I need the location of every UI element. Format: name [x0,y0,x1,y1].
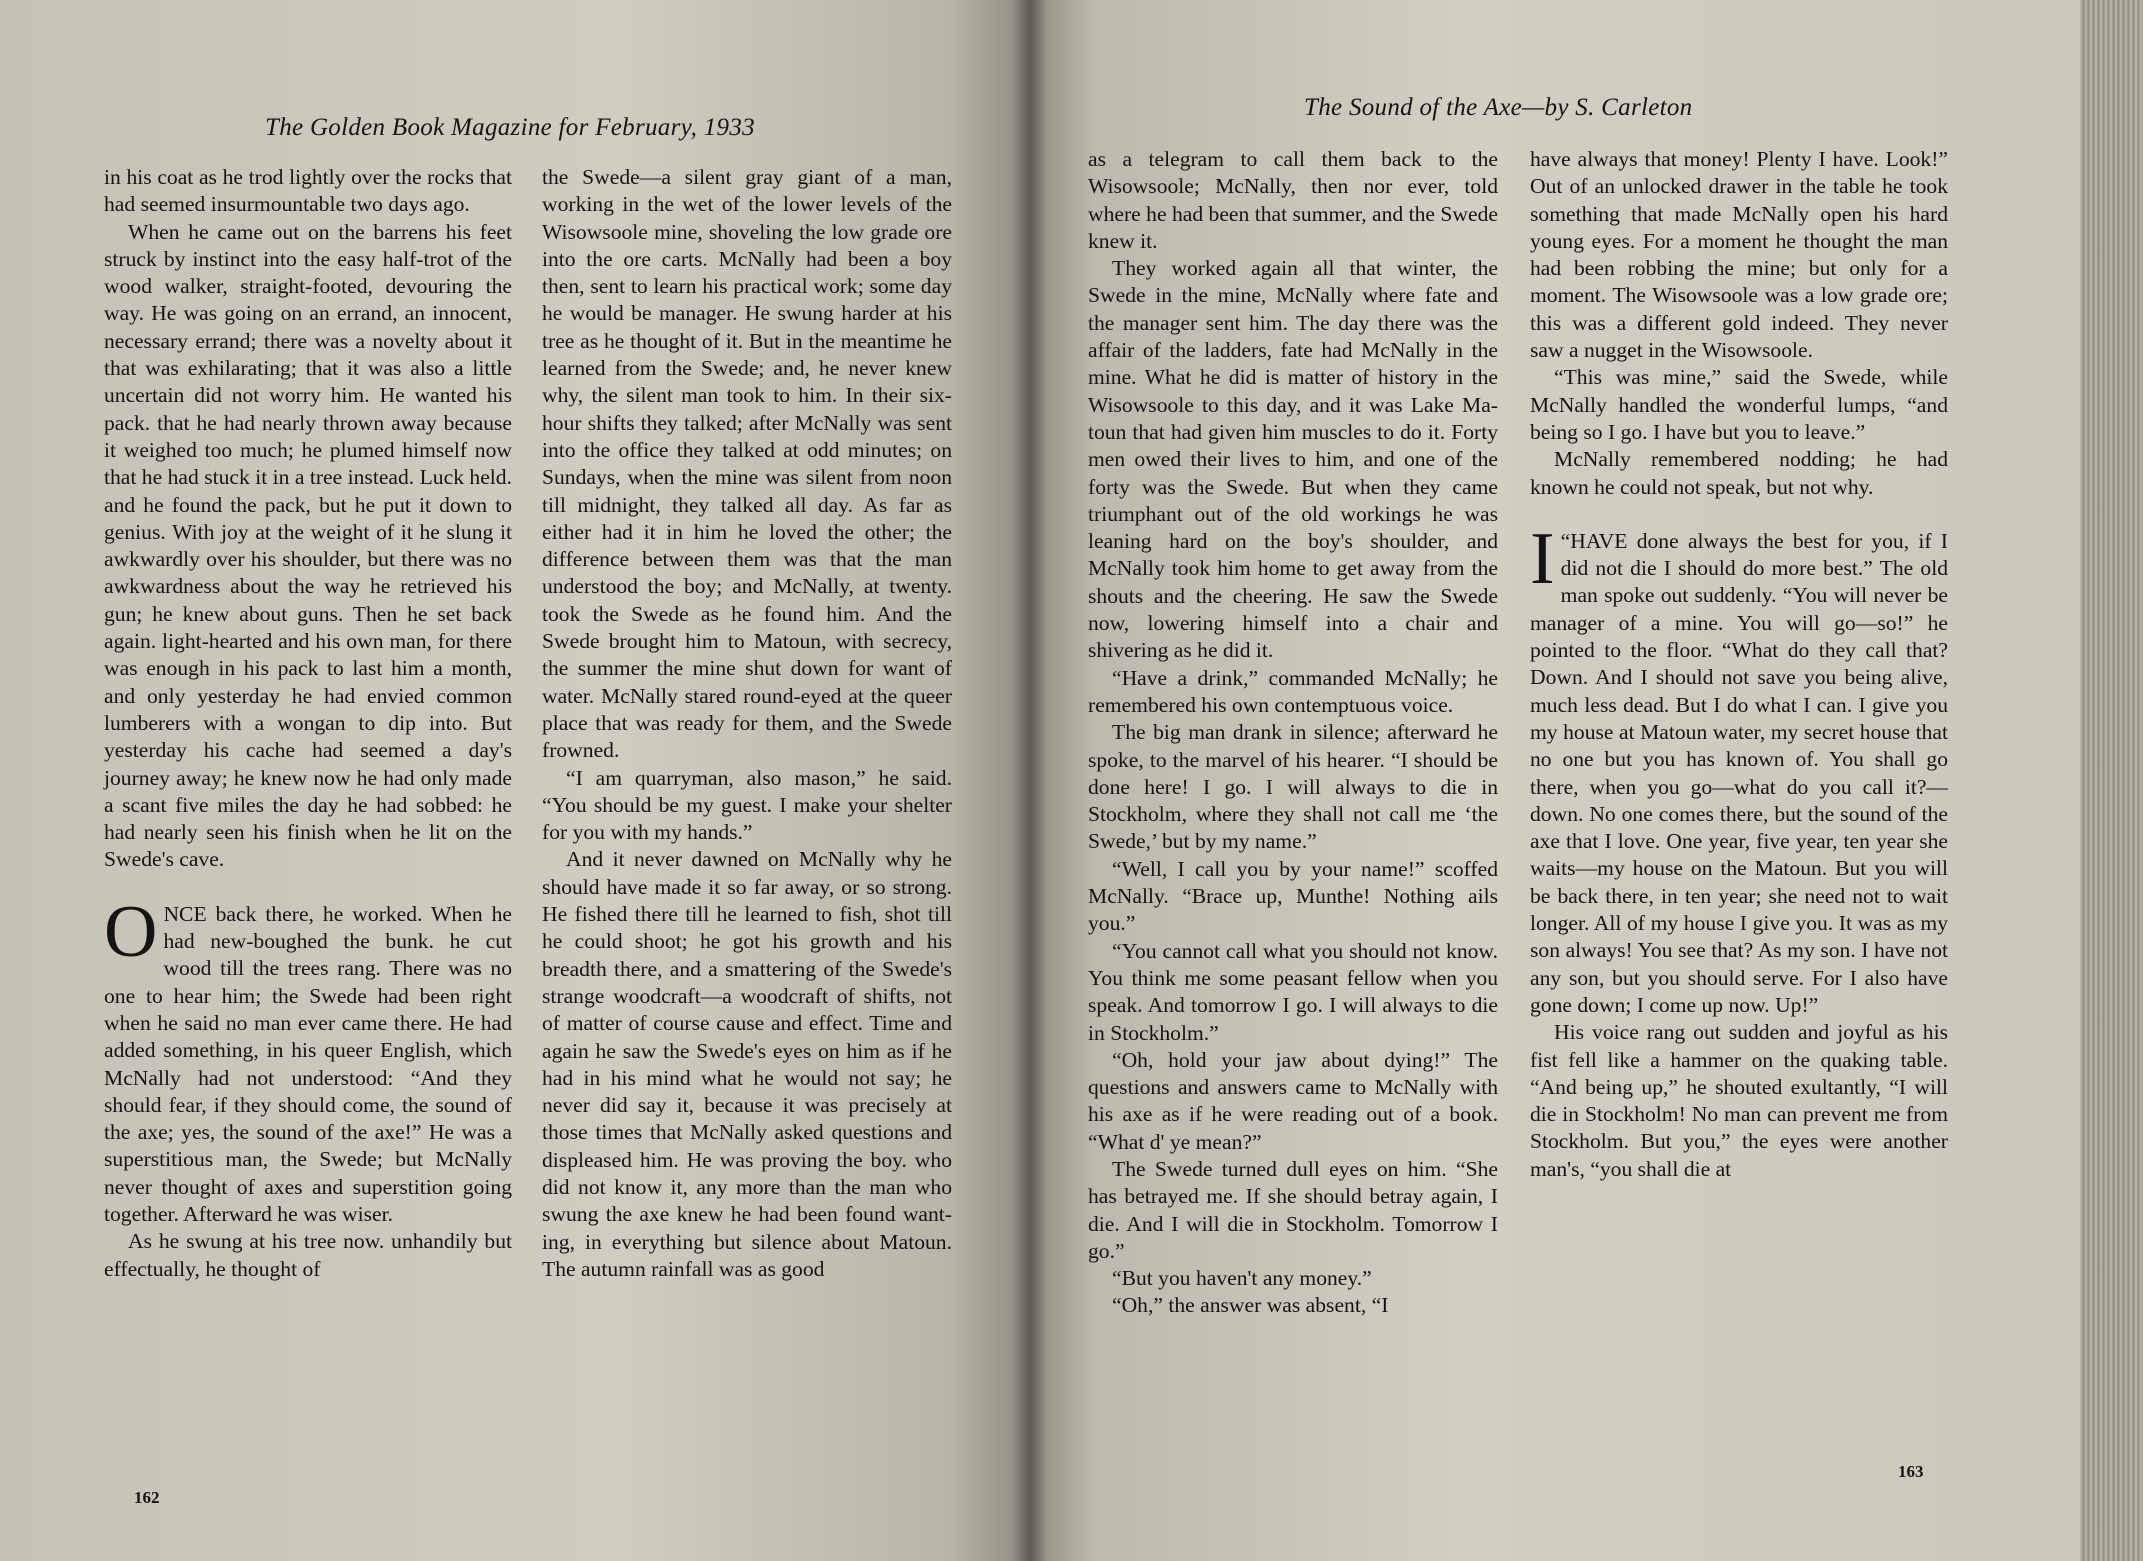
left-column-2 [542,164,952,1283]
paragraph: “You cannot call what you should not know. You think me some peasant fellow when you speak. And tomorrow I go. I will always to die in Stockholm.” [1088,938,1498,1045]
gutter-shadow [1012,0,1048,1561]
paragraph-dropcap [104,890,512,1229]
paragraph: “Oh,” the answer was absent, “I [1112,1293,1389,1318]
paragraph: The Swede turned dull eyes on him. “She has betrayed me. If she should betray again, I die. And I will die in Stockholm. Tomorrow I go.” [1088,1156,1498,1263]
right-running-head: The Sound of the Axe—by S. Carleton [1304,94,1693,121]
left-page-number: 162 [134,1488,160,1507]
paragraph: And it never dawned on McNally why he should have made it so far away, or so strong. He fished there till he learned to fish, shot till he could shoot; he got his growth and his breadth there, and a smattering of the Swede's strange woodcraft—a woodcraft of shifts, not of matter of course cause and effect. Time and again he saw the Swede's eyes on him as if he had in his mind what he would not say; he never did say it, because it was precisely at those times that McNally asked questions and displeased him. He was proving the boy. who did not know it, any more than the man who swung the axe knew he had been found wanting, in everything but silence about Matoun. The autumn rainfall was as good [542,847,952,1281]
drop-cap: I [1530,517,1555,600]
paragraph: “Oh, hold your jaw about dying!” The questions and answers came to McNally with his axe as if he were reading out of a book. “What d' ye mean?” [1088,1047,1498,1154]
paragraph: the Swede—a silent gray giant of a man, working in the wet of the lower levels of the Wisowsoole mine, shoveling the low grade ore into the ore carts. McNally had been a boy then, sent to learn his practical work; some day he would be manager. He swung harder at his tree as he thought of it. But in the meantime he learned from the Swede; and, he never knew why, the silent man took to him. In their six-hour shifts they talked; after McNally was sent into the office they talked at odd minutes; on Sundays, when the mine was silent from noon till midnight, they talked all day. As far as either had it in him he loved the other; the difference between them was that the man understood the boy; and McNally, at twenty. took the Swede as he found him. And the Swede brought him to Matoun, with secrecy, the summer the mine shut down for want of water. McNally stared round-eyed at the queer place that was ready for them, and the Swede frowned. [542,165,952,763]
right-page [1030,0,2095,1561]
drop-cap-quote: “ [1560,528,1571,553]
paragraph: “This was mine,” said the Swede, while McNally handled the wonderful lumps, “and being so I go. I have but you to leave.” [1530,365,1948,444]
paragraph: have always that money! Plenty I have. Look!” Out of an unlocked drawer in the table he took something that made McNally open his hard young eyes. For a moment he thought the man had been robbing the mine; but only for a moment. The Wisowsoole was a low grade ore; this was a different gold indeed. They never saw a nugget in the Wisowsoole. [1530,147,1948,363]
paragraph-text: done always the best for you, if I did not die I should do more best.” The old man spoke out suddenly. “You will never be manager of a mine. You will go—so!” he pointed to the floor. “What do they call that? Down. And I should not save you being alive, much less dead. But I do what I can. I give you my house at Matoun water, my secret house that no one but you has known of. You shall go there, when you go—what do you call it?—down. No one comes there, but the sound of the axe that I love. One year, five year, ten year she waits—my house on the Matoun. But you will be back there, in ten year; she need not to wait longer. All of my house I give you. It was as my son always! You see that? As my son. I have not any son, but you should serve. For I also have gone down; I come up now. Up!” [1530,528,1948,1017]
paragraph: McNally remembered nodding; he had known he could not speak, but not why. [1530,447,1948,499]
paragraph: as a telegram to call them back to the Wisowsoole; McNally, then nor ever, told where he had been that summer, and the Swede knew it. [1088,147,1498,253]
left-page [0,0,1030,1561]
drop-cap-lead: NCE [163,901,207,926]
paragraph: As he swung at his tree now. unhandily but effectually, he thought of [104,1229,512,1281]
paragraph: When he came out on the barrens his feet struck by instinct into the easy half-trot of the wood walker, straight-footed, devouring the way. He was going on an errand, an innocent, necessary errand; there was a novelty about it that was exhilarating; that it was also a little uncertain did not worry him. He wanted his pack. that he had nearly thrown away because it weighed too much; he plumed himself now that he had stuck it in a tree instead. Luck held. and he found the pack, but he put it down to genius. With joy at the weight of it he slung it awkwardly over his shoulder, but there was no awkwardness about the way he retrieved his gun; he knew about guns. Then he set back again. light-hearted and his own man, for there was enough in his pack to last him a month, and only yesterday he had envied common lumberers with a wongan to dip into. But yesterday his cache had seemed a day's journey away; he knew now he had only made a scant five miles the day he had sobbed: he had nearly seen his finish when he lit on the Swede's cave. [104,219,512,872]
paragraph: The big man drank in silence; afterward he spoke, to the marvel of his hearer. “I should be done here! I go. I will always to die in Stockholm, where they shall not call me ‘the Swede,’ but by my name.” [1088,720,1498,854]
paragraph: “Well, I call you by your name!” scoffed McNally. “Brace up, Munthe! Nothing ails you.” [1088,856,1498,936]
paragraph: His voice rang out sudden and joyful as his fist fell like a hammer on the quaking table. “And being up,” he shouted exultantly, “I will die in Stockholm! No man can prevent me from Stockholm. But you,” the eyes were another man's, “you shall die at [1530,1020,1948,1181]
paragraph: “Have a drink,” commanded McNally; he remembered his own contemptuous voice. [1088,665,1498,717]
right-page-number: 163 [1898,1462,1924,1481]
right-column-1 [1088,146,1498,1320]
paragraph: in his coat as he trod lightly over the rocks that had seemed insurmountable two days ago. [104,165,512,217]
paragraph-text: back there, he worked. When he had new-boughed the bunk. he cut wood till the trees rang. There was no one to hear him; the Swede had been right when he said no man ever came there. He had added something, in his queer English, which McNally had not understood: “And they should fear, if they should come, the sound of the axe; yes, the sound of the axe!” He was a superstitious man, the Swede; but McNally never thought of axes and superstition going together. Afterward he was wiser. [104,901,512,1226]
drop-cap-lead: HAVE [1570,528,1628,553]
left-column-1 [104,164,512,1283]
right-column-2 [1530,146,1948,1183]
paragraph: “I am quarryman, also mason,” he said. “You should be my guest. I make your shelter for you with my hands.” [542,765,952,845]
drop-cap: O [104,890,158,973]
paragraph: “But you haven't any money.” [1112,1266,1372,1291]
paragraph-dropcap [1530,517,1948,1019]
paragraph: They worked again all that winter, the Swede in the mine, McNally where fate and the manager sent him. The day there was the affair of the ladders, fate had McNally in the mine. What he did is matter of history in the Wisowsoole to this day, and it was Lake Matoun that had given him muscles to do it. Forty men owed their lives to him, and one of the forty was the Swede. But when they came triumphant out of the old workings he was leaning hard on the boy's shoulder, and McNally took him home to get away from the shouts and the cheering. He saw the Swede now, lowering himself into a chair and shivering as he did it. [1088,256,1498,663]
left-running-head: The Golden Book Magazine for February, 1933 [265,114,755,141]
page-edges [2080,0,2143,1561]
